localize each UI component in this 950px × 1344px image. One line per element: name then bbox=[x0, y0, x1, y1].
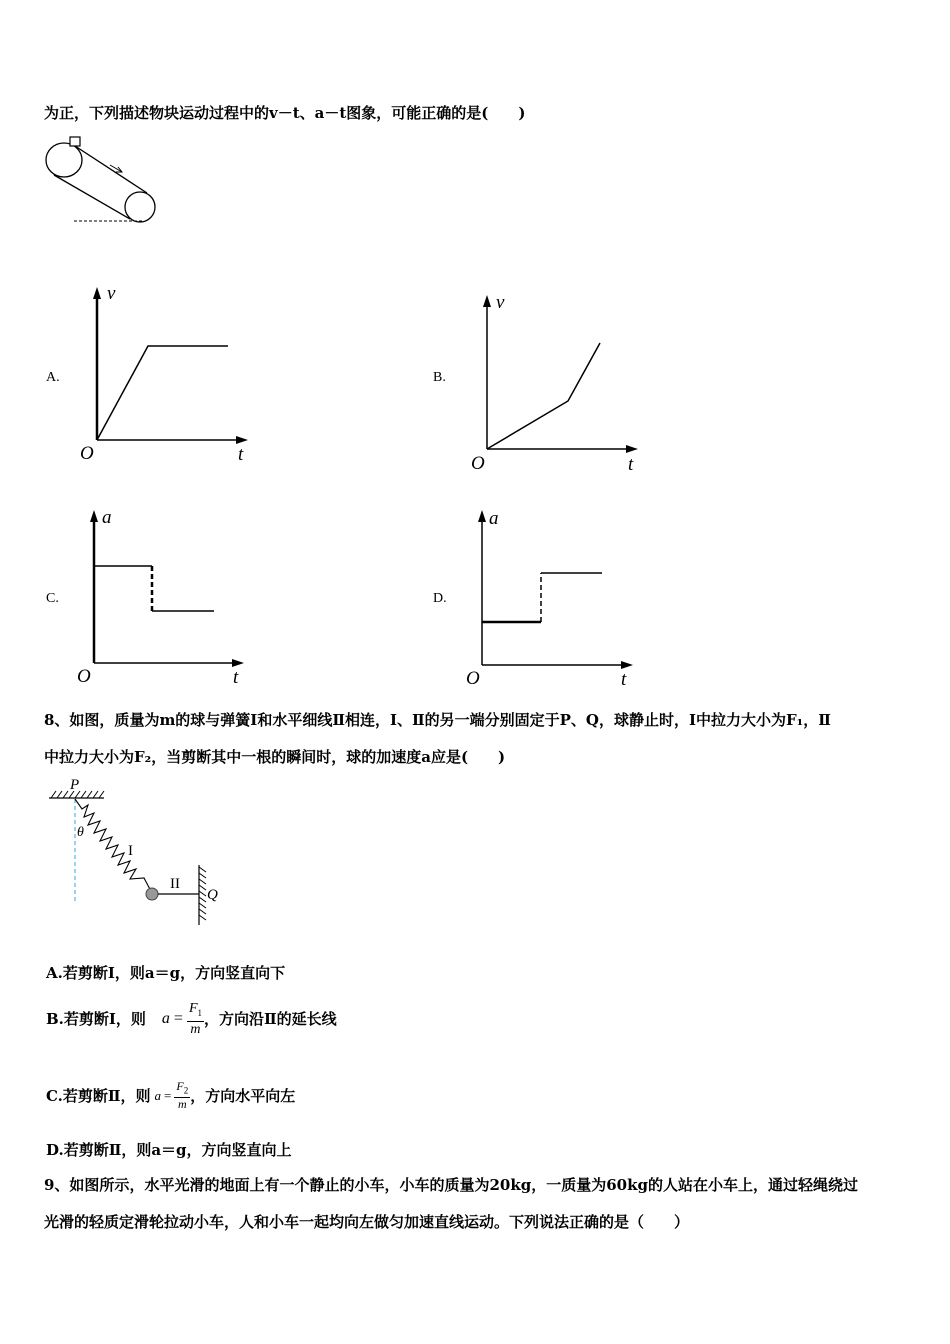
graph-a-v-label: v bbox=[107, 283, 116, 304]
fig-p-label: P bbox=[70, 777, 80, 793]
q8-option-b-sub: 1 bbox=[197, 1007, 203, 1018]
graph-b-o-label: O bbox=[471, 453, 485, 474]
graph-b-v-label: v bbox=[496, 292, 505, 313]
fig-ii-label: II bbox=[170, 876, 180, 892]
graph-b bbox=[470, 292, 650, 475]
option-d-label: D. bbox=[433, 591, 447, 606]
graph-d-o-label: O bbox=[466, 668, 480, 689]
q8-line2: 中拉力大小为F₂，当剪断其中一根的瞬间时，球的加速度a应是( ) bbox=[44, 748, 506, 766]
q8-option-c-a: a bbox=[154, 1087, 162, 1103]
q8-option-b bbox=[46, 1001, 337, 1037]
q8-option-c-prefix: C.若剪断Ⅱ，则 bbox=[46, 1087, 151, 1106]
q8-option-c-den: m bbox=[177, 1097, 187, 1112]
q9-line1: 9、如图所示，水平光滑的地面上有一个静止的小车，小车的质量为20kg，一质量为60kg的人站在小车上，通过轻绳绕过 bbox=[44, 1176, 858, 1194]
q8-option-b-num: F bbox=[188, 1001, 198, 1016]
graph-a-curve bbox=[97, 346, 228, 440]
graph-d-t-label: t bbox=[621, 669, 627, 690]
q8-option-d: D.若剪断Ⅱ，则a＝g，方向竖直向上 bbox=[46, 1141, 292, 1159]
fig-i-label: I bbox=[128, 843, 133, 859]
spring-i bbox=[75, 799, 152, 893]
graph-d-a-label: a bbox=[489, 508, 499, 529]
q8-option-b-suffix: ，方向沿Ⅱ的延长线 bbox=[204, 1010, 337, 1029]
graph-c-a-label: a bbox=[102, 507, 112, 528]
graph-c-t-label: t bbox=[233, 667, 239, 688]
q8-option-b-eq: = bbox=[173, 1009, 183, 1027]
conveyor-belt-figure bbox=[44, 135, 164, 225]
q8-option-a: A.若剪断Ⅰ，则a＝g，方向竖直向下 bbox=[46, 964, 286, 982]
q8-option-b-prefix: B.若剪断Ⅰ，则 bbox=[46, 1010, 146, 1029]
graph-a bbox=[80, 285, 260, 465]
q9-line2: 光滑的轻质定滑轮拉动小车，人和小车一起均向左做匀加速直线运动。下列说法正确的是（ ） bbox=[44, 1213, 690, 1231]
q8-option-c-fraction bbox=[174, 1080, 190, 1111]
q8-option-c-suffix: ，方向水平向左 bbox=[190, 1087, 296, 1106]
q8-option-b-den: m bbox=[190, 1021, 201, 1037]
q8-option-c-num: F bbox=[176, 1079, 184, 1093]
graph-a-o-label: O bbox=[80, 443, 94, 464]
fig-q-label: Q bbox=[207, 887, 218, 903]
graph-a-t-label: t bbox=[238, 444, 244, 465]
graph-b-curve bbox=[487, 343, 600, 449]
q8-option-c-sub: 2 bbox=[183, 1085, 189, 1096]
graph-c-o-label: O bbox=[77, 666, 91, 687]
spring-figure bbox=[44, 775, 244, 925]
q8-option-b-fraction bbox=[187, 1001, 204, 1037]
q7-text: 为正，下列描述物块运动过程中的v－t、a－t图象，可能正确的是( ) bbox=[44, 104, 526, 122]
graph-c bbox=[76, 507, 256, 687]
q8-option-c-eq: = bbox=[164, 1087, 172, 1103]
q8-option-c bbox=[46, 1080, 295, 1111]
fig-theta-label: θ bbox=[77, 825, 84, 840]
q8-option-b-a: a bbox=[161, 1009, 170, 1027]
ball bbox=[146, 888, 158, 900]
graph-d bbox=[465, 507, 645, 690]
option-b-label: B. bbox=[433, 370, 446, 385]
graph-b-t-label: t bbox=[628, 454, 634, 475]
option-c-label: C. bbox=[46, 591, 59, 606]
q8-line1: 8、如图，质量为m的球与弹簧Ⅰ和水平细线Ⅱ相连，Ⅰ、Ⅱ的另一端分别固定于P、Q，球静止时，Ⅰ中拉力大小为F₁，Ⅱ bbox=[44, 711, 831, 729]
option-a-label: A. bbox=[46, 370, 60, 385]
